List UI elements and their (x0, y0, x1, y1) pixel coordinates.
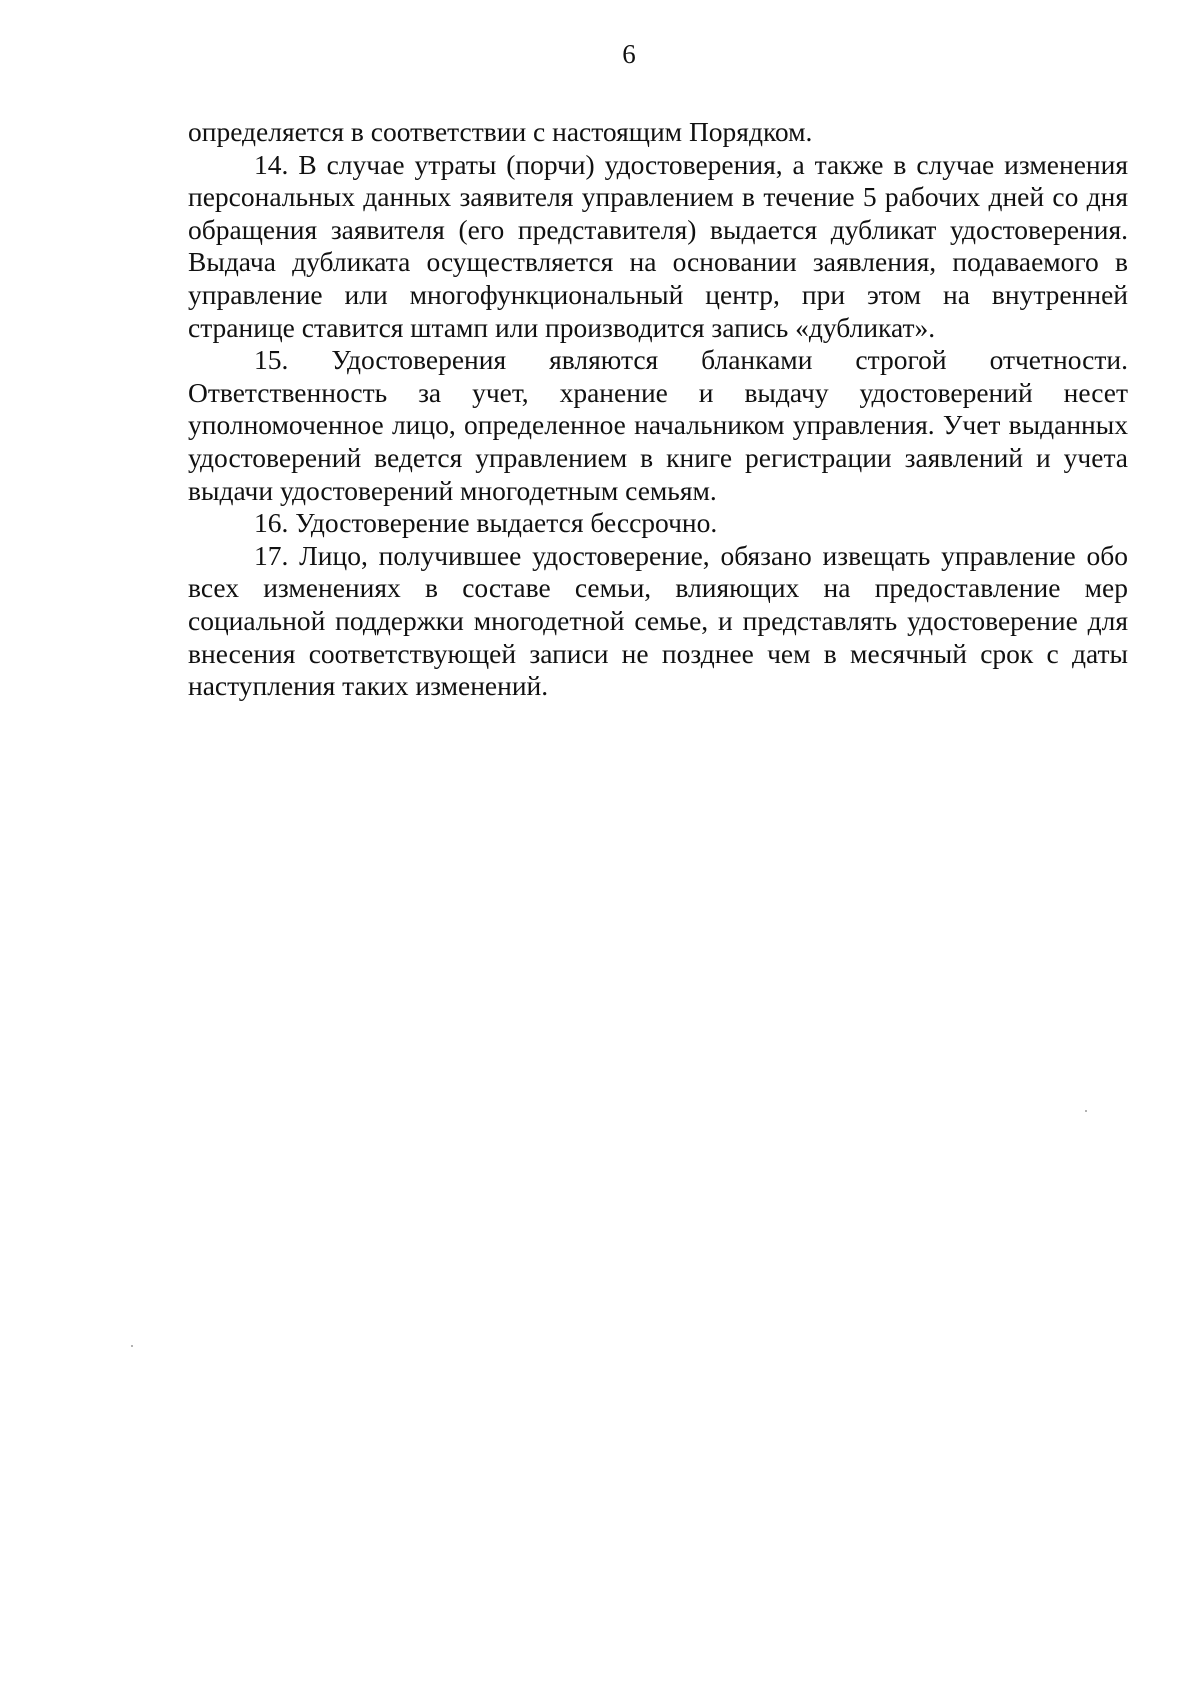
paragraph-14: 14. В случае утраты (порчи) удостоверения, а также в случае изменения персональных данных заявителя управлением в течение 5 рабочих дней со дня обращения заявителя (его представителя) выдается дубликат удостоверения. Выдача дубликата осуществляется на основании заявления, подаваемого в управление или многофункциональный центр, при этом на внутренней странице ставится штамп или производится запись «дубликат». (188, 148, 1128, 343)
paragraph-15: 15. Удостоверения являются бланками строгой отчетности. Ответственность за учет, хранение и выдачу удостоверений несет уполномоченное лицо, определенное начальником управления. Учет выданных удостоверений ведется управлением в книге регистрации заявлений и учета выдачи удостоверений многодетным семьям. (188, 344, 1128, 506)
paragraph-continuation: определяется в соответствии с настоящим Порядком. (188, 116, 813, 147)
scan-speck (131, 1345, 133, 1347)
document-body (188, 116, 1128, 703)
page-number: 6 (622, 39, 636, 69)
scan-speck (1085, 1110, 1087, 1112)
paragraph-17: 17. Лицо, получившее удостоверение, обязано извещать управление обо всех изменениях в составе семьи, влияющих на предоставление мер социальной поддержки многодетной семье, и представлять удостоверение для внесения соответствующей записи не позднее чем в месячный срок с даты наступления таких изменений. (188, 539, 1128, 702)
paragraph-16: 16. Удостоверение выдается бессрочно. (254, 507, 718, 539)
